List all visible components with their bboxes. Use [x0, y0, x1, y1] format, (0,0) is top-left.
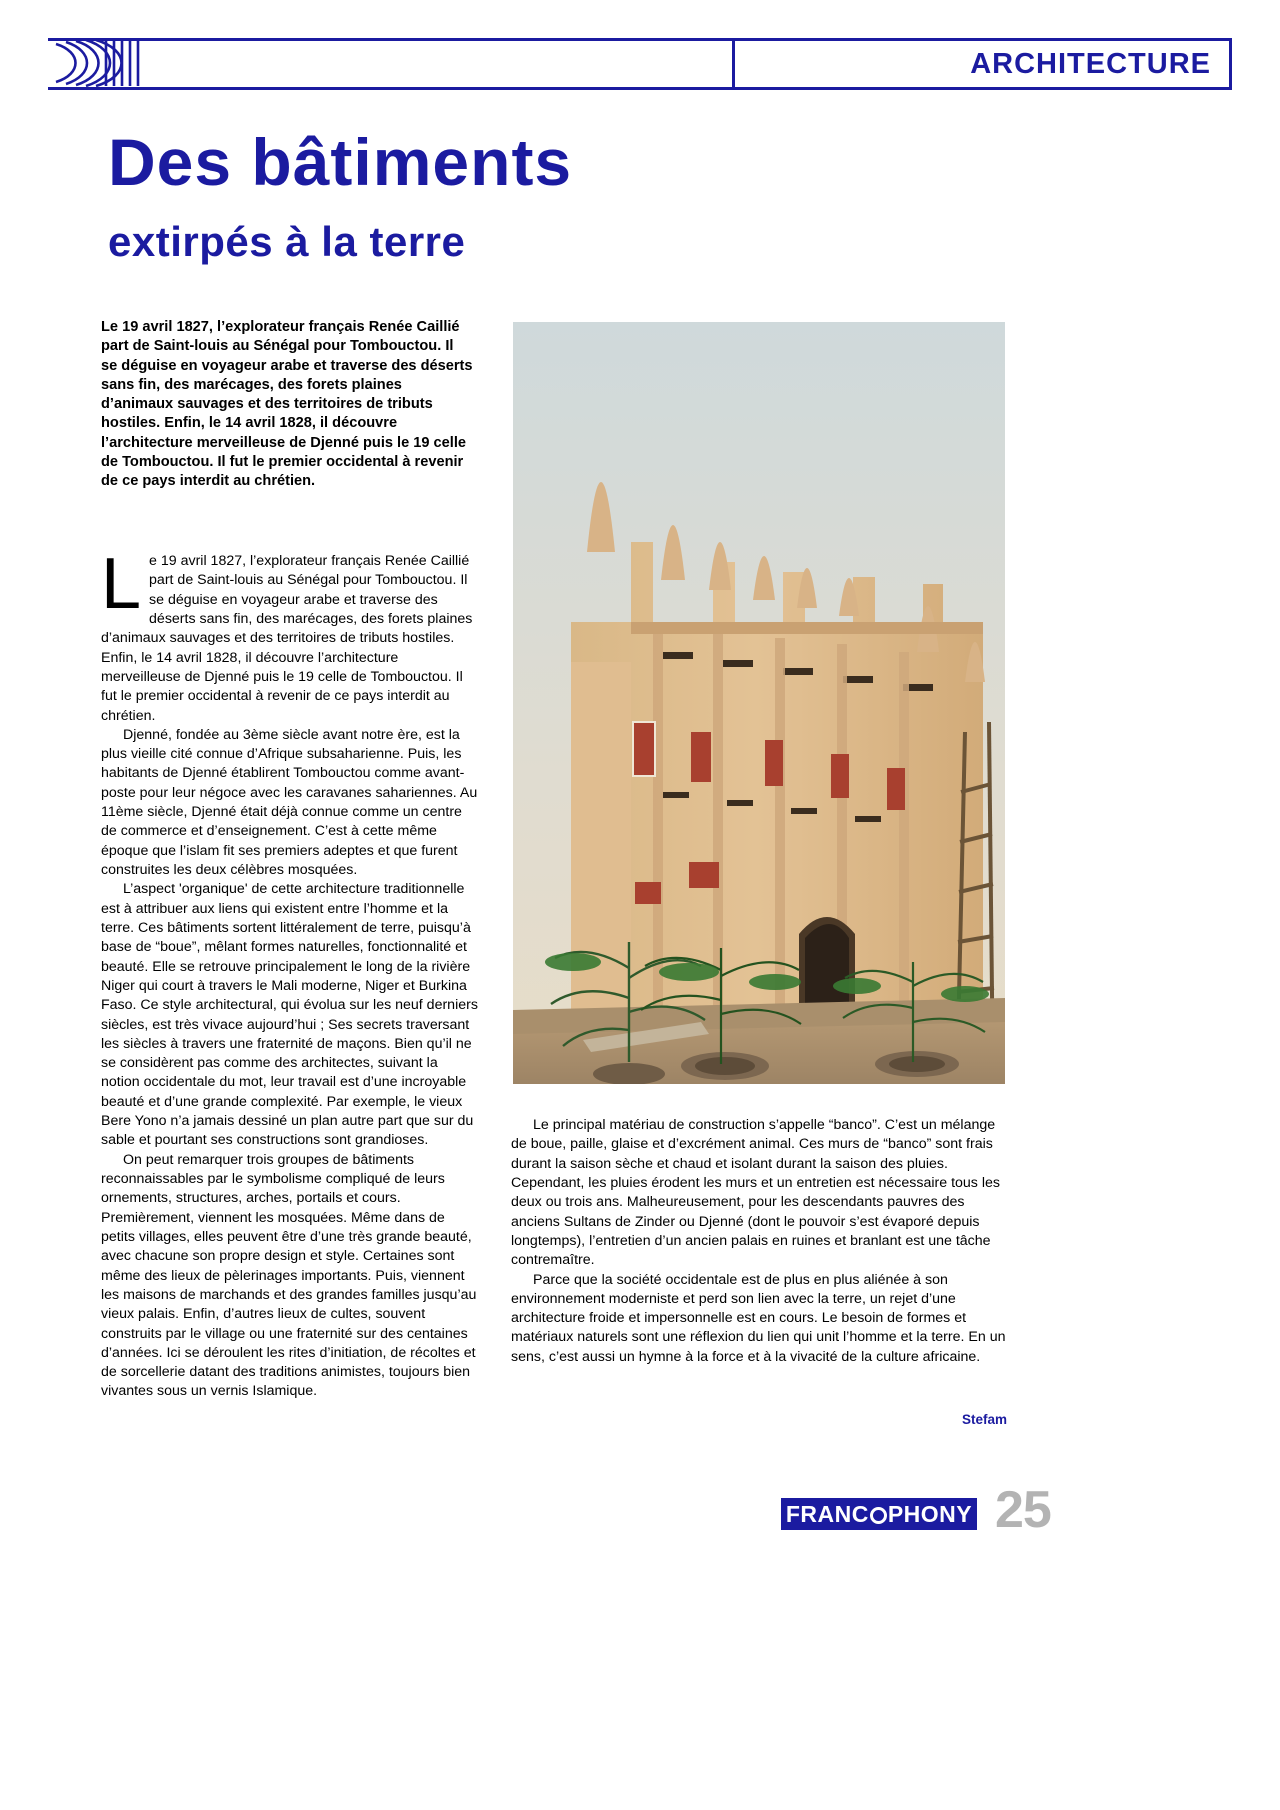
logo-text-part2: PHONY [887, 1500, 973, 1527]
logo-text-part1: FRANC [785, 1500, 869, 1527]
logo-o-icon [870, 1507, 887, 1524]
category-label: ARCHITECTURE [970, 47, 1211, 80]
page-header [48, 38, 1232, 90]
body-paragraph: L’aspect 'organique' de cette architecture traditionnelle est à attribuer aux liens qui existent entre l’homme et la terre. Ces bâtiments sortent littéralement de terre, puisqu’à base de “boue”, mêlant formes naturelles, fonctionnalité et beauté. Elle se retrouve principalement le long de la rivière Niger qui court à travers le Mali moderne, Niger et Burkina Faso. Ce style architectural, qui évolua sur les neuf derniers siècles, est très vivace aujourd’hui ; Ses secrets traversant les siècles à travers une fraternité de maçons. Bien qu’il ne se considèrent pas comme des architectes, suivant la notion occidentale du mot, leur travail est d’une incroyable beauté et d’une grande complexité. Par exemple, le vieux Bere Yono n’a jamais dessiné un plan autre part que sur du sable et pourtant ses constructions sont grandioses. [101, 881, 478, 1149]
page-subtitle: extirpés à la terre [108, 218, 466, 265]
page-number: 25 [995, 1481, 1051, 1539]
lead-paragraph: Le 19 avril 1827, l’explorateur français Renée Caillié part de Saint-louis au Sénégal pour Tombouctou. Il se déguise en voyageur arabe et traverse des déserts sans fin, des marécages, des forets plaines d’animaux sauvages et des territoires de tributs hostiles. Enfin, le 14 avril 1828, il découvre l’architecture merveilleuse de Djenné puis le 19 celle de Tombouctou. Il fut le premier occidental à revenir de ce pays interdit au chrétien. [101, 319, 473, 489]
body-paragraph [101, 544, 479, 726]
logo-text [786, 1501, 972, 1528]
byline: Stefam [961, 1412, 1007, 1427]
body-column-right [511, 1116, 1007, 1367]
category-badge [732, 38, 1232, 90]
drop-cap: L [101, 544, 142, 624]
article-photo [513, 322, 1005, 1084]
body-paragraph: On peut remarquer trois groupes de bâtiments reconnaissables par le symbolisme compliqué de leurs ornements, structures, arches, portails et cours. Premièrement, viennent les mosquées. Même dans de petits villages, elles peuvent être d’une très grande beauté, avec chacune son propre design et style. Certaines sont même des lieux de pèlerinages importants. Puis, viennent les maisons de marchands et des grandes familles jusqu’au vieux palais. Enfin, d’autres lieux de cultes, souvent construits par le village ou une fraternité sur des centaines d’années. Ici se déroulent les rites d’initiation, de récoltes et de sorcellerie datant des traditions animistes, toujours bien vivantes sous un vernis Islamique. [101, 1151, 477, 1400]
swoosh-lines-icon [48, 32, 158, 94]
francophony-logo [781, 1498, 977, 1530]
body-paragraph-text: e 19 avril 1827, l’explorateur français Renée Caillié part de Saint-louis au Sénégal pour Tombouctou. Il se déguise en voyageur arabe et traverse des déserts sans fin, des marécages, des forets plaines d’animaux sauvages et des territoires de tributs hostiles. Enfin, le 14 avril 1828, il découvre l’architecture merveilleuse de Djenné puis le 19 celle de Tombouctou. Il fut le premier occidental à revenir de ce pays interdit au chrétien. [101, 553, 473, 724]
body-paragraph: Djenné, fondée au 3ème siècle avant notre ère, est la plus vieille cité connue d’Afrique subsaharienne. Puis, les habitants de Djenné établirent Tombouctou comme avant-poste pour leur négoce avec les caravanes sahariennes. Au 11ème siècle, Djenné était déjà connue comme un centre de commerce et d’enseignement. C’est à cette même époque que l’islam fit ses premiers adeptes et que furent construites les deux célèbres mosquées. [101, 726, 478, 878]
page-title: Des bâtiments [108, 125, 573, 199]
body-paragraph: Parce que la société occidentale est de plus en plus aliénée à son environnement moderniste et perd son lien avec la terre, un rejet d’une architecture froide et impersonnelle est en cours. Le besoin de formes et matériaux naturels sont une réflexion du lien qui unit l’homme et la terre. En un sens, c’est aussi un hymne à la force et à la vivacité de la culture africaine. [511, 1271, 1006, 1365]
body-paragraph: Le principal matériau de construction s’appelle “banco”. C’est un mélange de boue, paille, glaise et d’excrément animal. Ces murs de “banco” sont frais durant la saison sèche et chaud et isolant durant la saison des pluies. Cependant, les pluies érodent les murs et un entretien est nécessaire tous les deux ou trois ans. Malheureusement, pour les descendants pauvres des anciens Sultans de Zinder ou Djenné (dont le pouvoir s’est évaporé depuis longtemps), l’entretien d’un ancien palais en ruines et branlant est une tâche contremaître. [511, 1117, 1000, 1269]
body-column-left [101, 544, 479, 1402]
